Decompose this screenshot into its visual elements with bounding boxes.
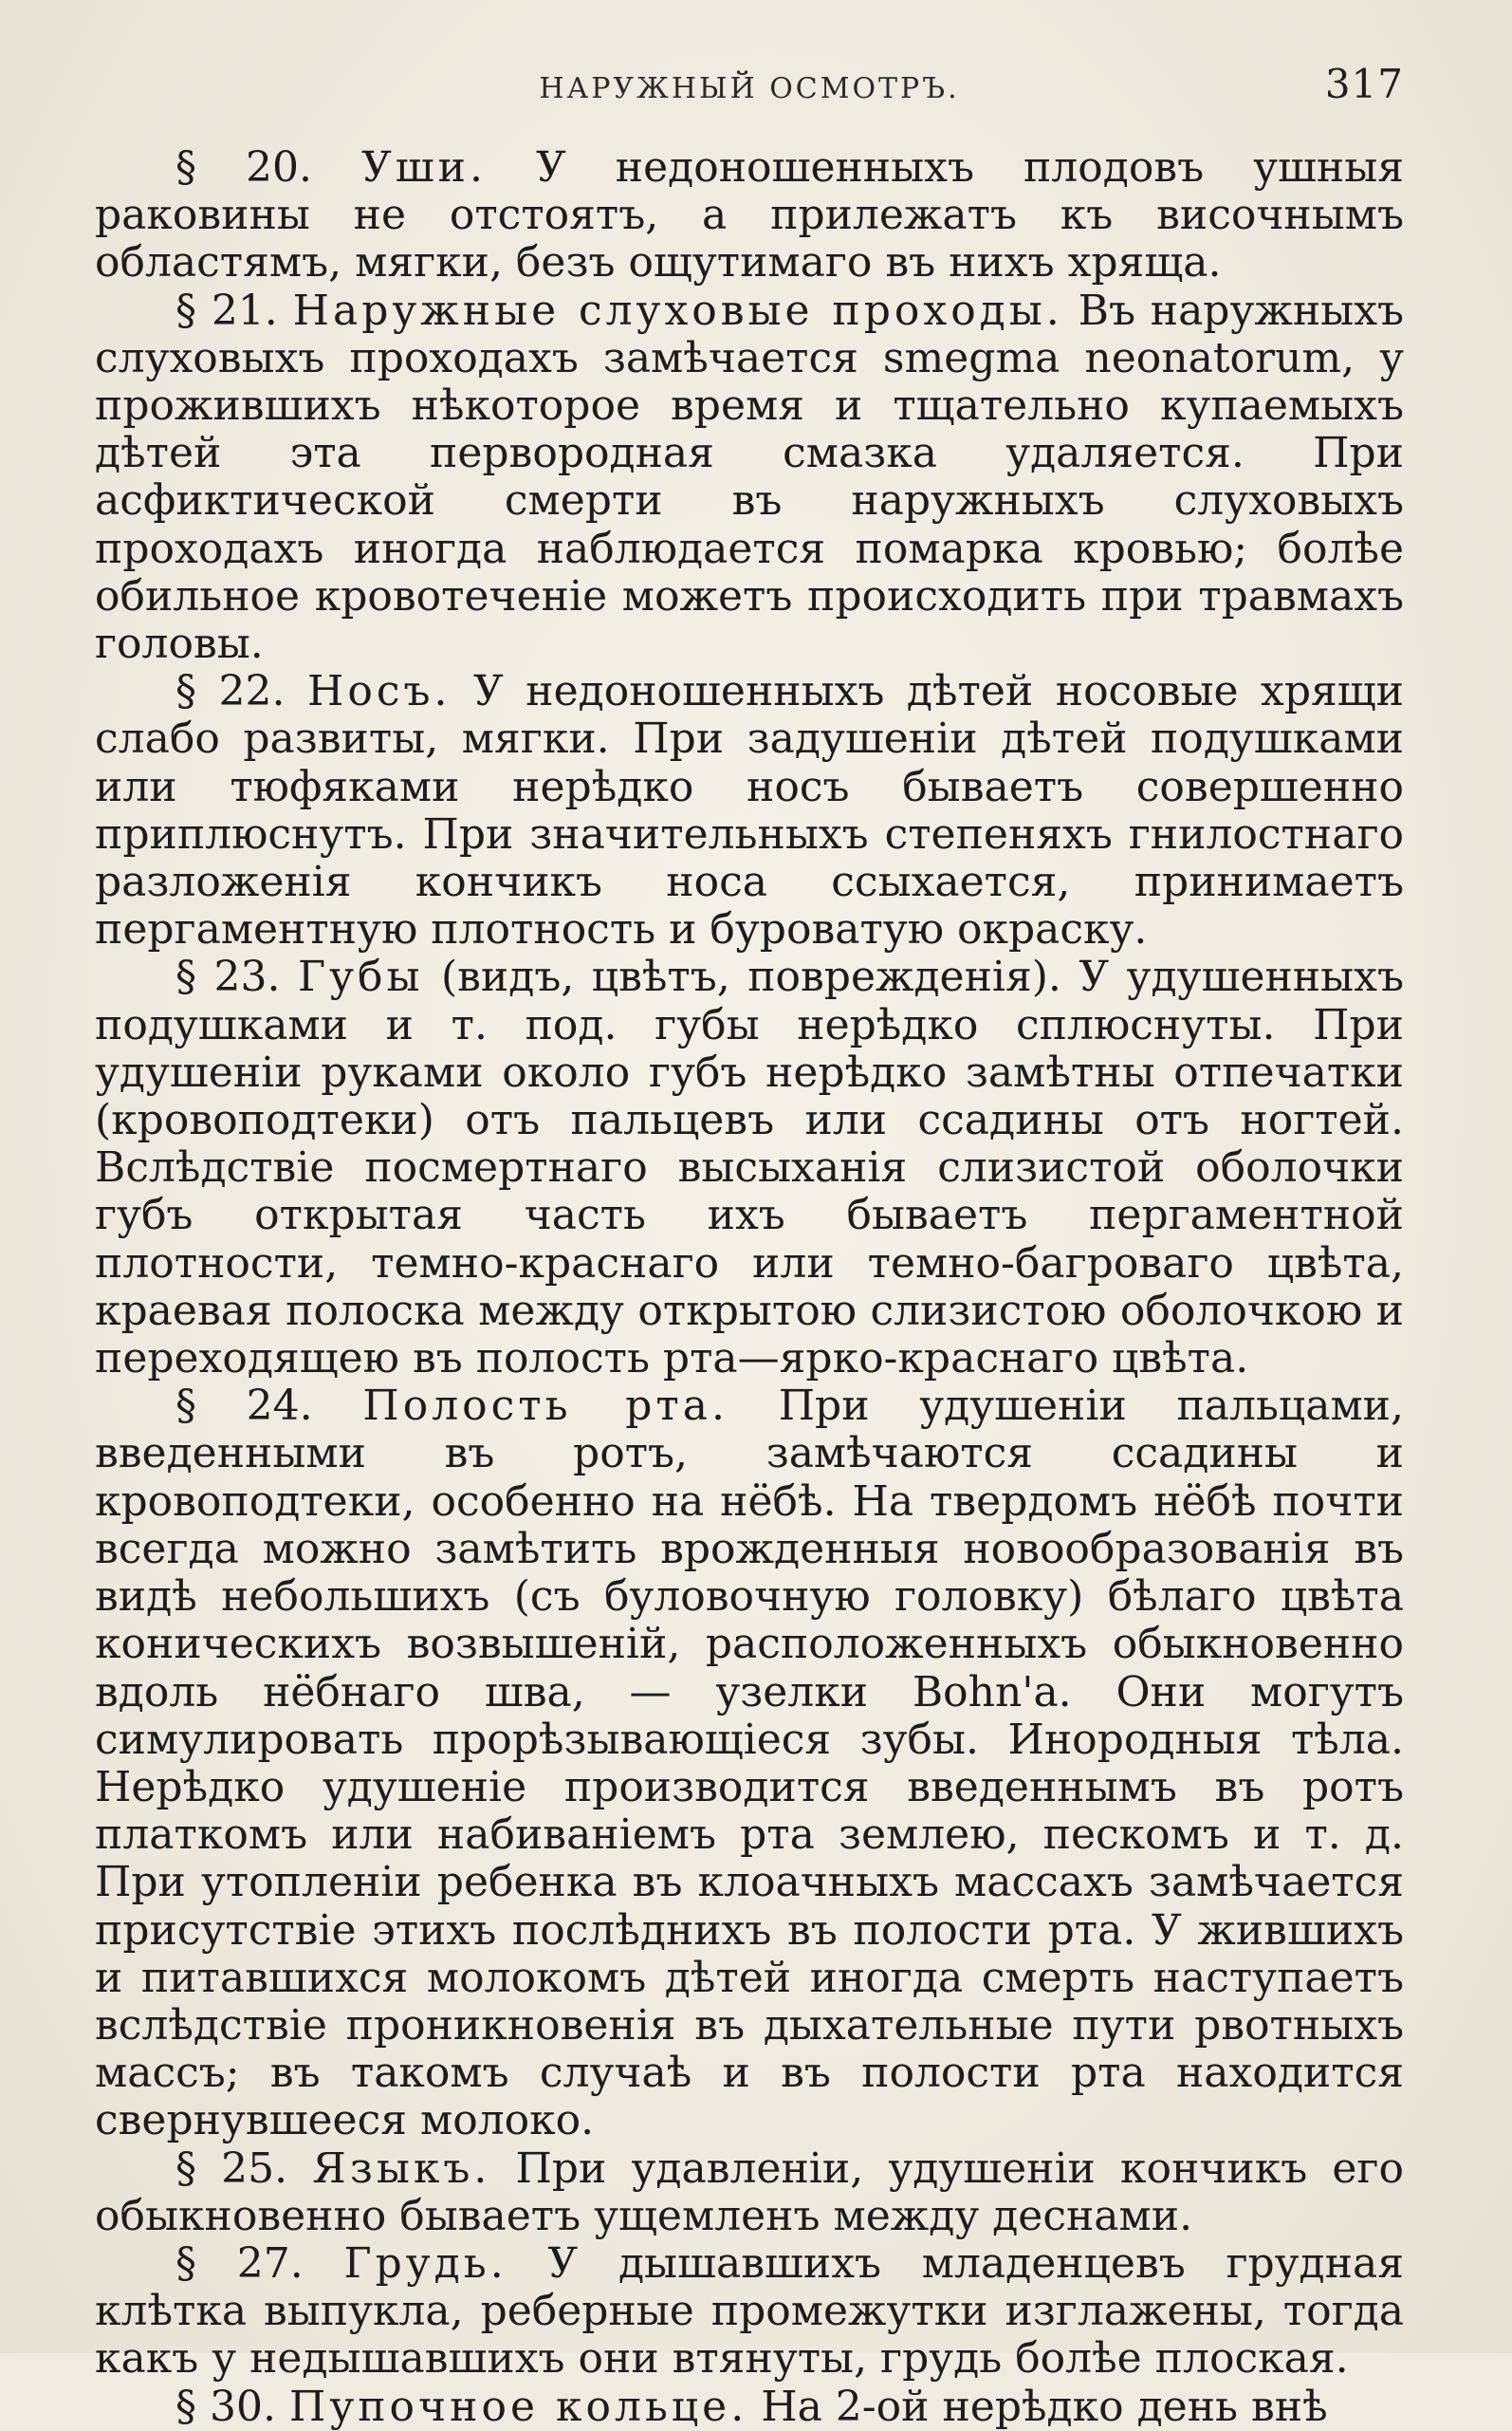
page-number: 317 (1324, 61, 1404, 107)
section-heading: Грудь. (343, 2238, 507, 2288)
section-number: § 22. (175, 667, 286, 716)
page-header (95, 59, 1404, 116)
section-number: § 23. (175, 953, 281, 1002)
section-number: § 24. (175, 1382, 313, 1431)
body-text (95, 144, 1404, 2431)
section-number: § 25. (175, 2143, 288, 2193)
paragraph-text: У дышавшихъ младенцевъ грудная клѣтка выпукла, реберные промежутки изглажены, тогда какъ у недышавшихъ они втянуты, грудь болѣе плоская. (95, 2238, 1404, 2384)
paragraph-text: При удушеніи пальцами, введенными въ ротъ, замѣчаются ссадины и кровоподтеки, особенно на нёбѣ. На твердомъ нёбѣ почти всегда можно замѣтить врожденныя новообразованія въ видѣ небольшихъ (съ буловочную головку) бѣлаго цвѣта коническихъ возвышеній, расположенныхъ обыкновенно вдоль нёбнаго шва, — узелки Bohn'a. Они могутъ симулировать прорѣзывающіеся зубы. Инородныя тѣла. Нерѣдко удушеніе производится введеннымъ въ ротъ платкомъ или набиваніемъ рта землею, пескомъ и т. д. При утопленіи ребенка въ клоачныхъ массахъ замѣчается присутствіе этихъ послѣднихъ въ полости рта. У жившихъ и питавшихся молокомъ дѣтей иногда смерть наступаетъ вслѣдствіе проникновенія въ дыхательные пути рвотныхъ массъ; въ такомъ случаѣ и въ полости рта находится свернувшееся молоко. (95, 1382, 1404, 2145)
section-heading: Носъ. (306, 667, 452, 716)
paragraph-text: Въ наружныхъ слуховыхъ проходахъ замѣчается smegma neonatorum, у прожившихъ нѣкоторое время и тщательно купаемыхъ дѣтей эта первородная смазка удаляется. При асфиктической смерти въ наружныхъ слуховыхъ проходахъ иногда наблюдается помарка кровью; болѣе обильное кровотеченіе можетъ происходить при травмахъ головы. (95, 286, 1404, 669)
section-heading: Губы (297, 953, 424, 1002)
paragraph-ears (95, 144, 1404, 288)
section-heading: Полость рта. (362, 1382, 728, 1431)
paragraph-text: При удавленіи, удушеніи кончикъ его обыкновенно бываетъ ущемленъ между деснами. (95, 2143, 1404, 2240)
section-heading: Наружные слуховые проходы. (292, 286, 1063, 335)
paragraph-lips (95, 954, 1404, 1383)
section-heading: Пупочное кольце. (288, 2382, 748, 2431)
paragraph-umbilical-ring (95, 2384, 1404, 2431)
paragraph-chest (95, 2240, 1404, 2384)
paragraph-text: (видъ, цвѣтъ, поврежденія). У удушенныхъ подушками и т. под. губы нерѣдко сплюснуты. При удушеніи руками около губъ нерѣдко замѣтны отпечатки (кровоподтеки) отъ пальцевъ или ссадины отъ ногтей. Вслѣдствіе посмертнаго высыханія слизистой оболочки губъ открытая часть ихъ бываетъ пергаментной плотности, темно-краснаго или темно-багроваго цвѣта, краевая полоска между открытою слизистою оболочкою и переходящею въ полость рта—ярко-краснаго цвѣта. (95, 953, 1404, 1383)
section-heading: Уши. (360, 143, 487, 192)
paragraph-text: На 2-ой нерѣдко день внѣ (761, 2382, 1328, 2431)
section-number: § 27. (175, 2238, 304, 2288)
section-number: § 30. (175, 2382, 276, 2431)
paragraph-text: У недоношенныхъ дѣтей носовые хрящи слабо развиты, мягки. При задушеніи дѣтей подушками или тюфяками нерѣдко носъ бываетъ совершенно приплюснутъ. При значительныхъ степеняхъ гнилостнаго разложенія кончикъ носа ссыхается, принимаетъ пергаментную плотность и буроватую окраску. (95, 667, 1404, 955)
paragraph-mouth (95, 1383, 1404, 2144)
paragraph-text: У недоношенныхъ плодовъ ушныя раковины не отстоятъ, а прилежатъ къ височнымъ областямъ, мягки, безъ ощутимаго въ нихъ хряща. (95, 143, 1404, 288)
section-number: § 21. (175, 286, 278, 335)
paragraph-tongue (95, 2145, 1404, 2240)
running-title: НАРУЖНЫЙ ОСМОТРЪ. (539, 72, 960, 105)
paragraph-nose (95, 668, 1404, 954)
section-heading: Языкъ. (312, 2143, 491, 2193)
section-number: § 20. (175, 143, 312, 192)
paragraph-ear-canals (95, 288, 1404, 669)
